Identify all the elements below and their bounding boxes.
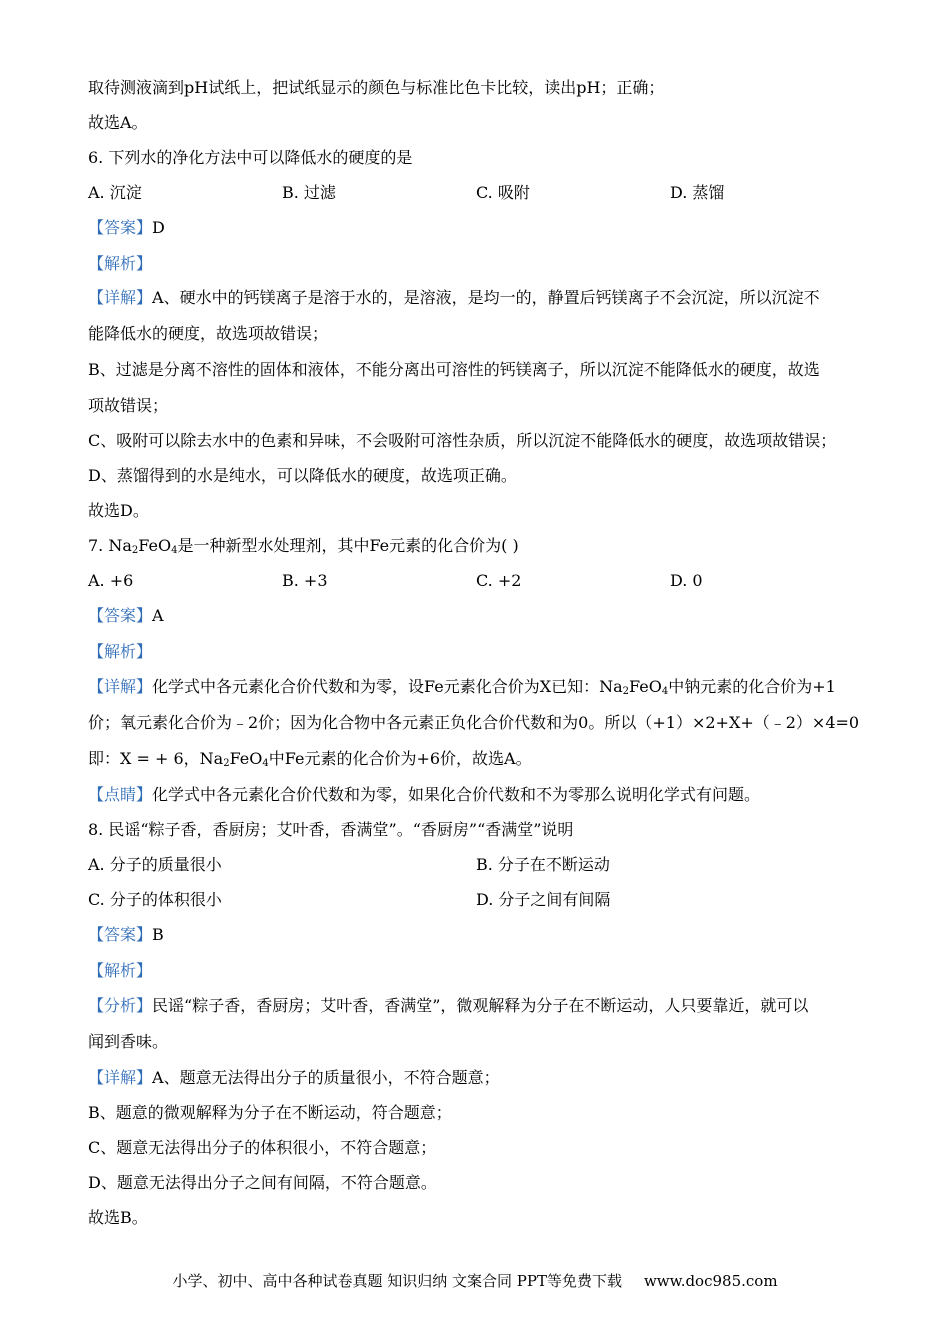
analysis-line	[88, 642, 152, 662]
detail-text: 能降低水的硬度，故选项故错误；	[88, 324, 329, 343]
subscript: 2	[131, 545, 139, 556]
comment-line	[88, 785, 760, 805]
detail-line	[88, 288, 820, 308]
option-c: C. +2	[476, 571, 522, 590]
option-b: B. +3	[282, 571, 328, 590]
detail-text: FeO	[229, 749, 263, 768]
detail-text: A、硬水中的钙镁离子是溶于水的，是溶液，是均一的，静置后钙镁离子不会沉淀，所以沉淀不	[152, 288, 820, 307]
detail-text: 价；氧元素化合价为﹣2价；因为化合物中各元素正负化合价代数和为0。所以（+1）×2+X+（﹣2）×4=0	[88, 713, 860, 732]
stem-part: 7. Na	[88, 536, 132, 555]
analyze-text: 闻到香味。	[88, 1032, 169, 1051]
question-6-stem: 6. 下列水的净化方法中可以降低水的硬度的是	[88, 148, 413, 167]
question-6-options	[88, 183, 888, 203]
detail-text: 中Fe元素的化合价为+6价，故选A。	[268, 749, 532, 768]
text-line: 取待测液滴到pH试纸上，把试纸显示的颜色与标准比色卡比较，读出pH；正确；	[88, 78, 665, 97]
question-7-options	[88, 571, 888, 591]
detail-line	[88, 749, 532, 769]
detail-text: B、题意的微观解释为分子在不断运动，符合题意；	[88, 1103, 452, 1122]
detail-text: FeO	[629, 677, 662, 696]
question-8-options-row-2	[88, 890, 888, 910]
answer-tag: 【答案】	[88, 606, 153, 625]
analyze-line	[88, 996, 808, 1016]
subscript: 4	[262, 758, 269, 769]
option-a: A. 分子的质量很小	[88, 855, 222, 874]
detail-tag: 【详解】	[88, 1068, 153, 1087]
subscript: 4	[661, 686, 669, 697]
answer-value: A	[152, 606, 164, 625]
question-8-options-row-1	[88, 855, 888, 875]
detail-tag: 【详解】	[88, 288, 153, 307]
question-7-stem	[88, 536, 519, 556]
option-d: D. 分子之间有间隔	[476, 890, 611, 909]
conclusion-line: 故选B。	[88, 1208, 148, 1227]
analysis-line	[88, 254, 152, 274]
comment-text: 化学式中各元素化合价代数和为零，如果化合价代数和不为零那么说明化学式有问题。	[152, 785, 761, 804]
detail-text: 中钠元素的化合价为+1	[668, 677, 836, 696]
detail-text: C、题意无法得出分子的体积很小，不符合题意；	[88, 1138, 437, 1157]
detail-tag: 【详解】	[88, 677, 153, 696]
analysis-tag: 【解析】	[88, 642, 153, 661]
detail-text: C、吸附可以除去水中的色素和异味，不会吸附可溶性杂质，所以沉淀不能降低水的硬度，故选项故错误；	[88, 431, 837, 450]
subscript: 4	[171, 545, 178, 556]
question-8-stem: 8. 民谣“粽子香，香厨房；艾叶香，香满堂”。“香厨房”“香满堂”说明	[88, 820, 574, 839]
detail-text: D、题意无法得出分子之间有间隔，不符合题意。	[88, 1173, 437, 1192]
analysis-tag: 【解析】	[88, 961, 153, 980]
answer-line	[88, 218, 165, 238]
detail-text: 即：X = + 6，Na	[88, 749, 224, 768]
answer-line	[88, 606, 164, 626]
option-d: D. 0	[670, 571, 703, 590]
analyze-tag: 【分析】	[88, 996, 153, 1015]
option-a: A. +6	[88, 571, 134, 590]
footer-text: 小学、初中、高中各种试卷真题 知识归纳 文案合同 PPT等免费下载	[172, 1272, 622, 1290]
conclusion-line: 故选D。	[88, 501, 149, 520]
option-b: B. 分子在不断运动	[476, 855, 610, 874]
answer-value: D	[152, 218, 165, 237]
stem-part: 是一种新型水处理剂，其中Fe元素的化合价为( )	[177, 536, 519, 555]
detail-text: 化学式中各元素化合价代数和为零，设Fe元素化合价为X已知：Na	[152, 677, 623, 696]
analyze-text: 民谣“粽子香，香厨房；艾叶香，香满堂”，微观解释为分子在不断运动，人只要靠近，就可以	[152, 996, 809, 1015]
answer-value: B	[152, 925, 164, 944]
detail-text: B、过滤是分离不溶性的固体和液体，不能分离出可溶性的钙镁离子，所以沉淀不能降低水的硬度，故选	[88, 360, 820, 379]
analysis-line	[88, 961, 152, 981]
subscript: 2	[622, 686, 630, 697]
text-line: 故选A。	[88, 113, 148, 132]
stem-part: FeO	[138, 536, 172, 555]
option-c: C. 吸附	[476, 183, 530, 202]
detail-line	[88, 677, 836, 697]
detail-text: 项故错误；	[88, 396, 169, 415]
detail-text: A、题意无法得出分子的质量很小，不符合题意；	[152, 1068, 500, 1087]
option-b: B. 过滤	[282, 183, 336, 202]
analysis-tag: 【解析】	[88, 254, 153, 273]
footer-url[interactable]: www.doc985.com	[643, 1272, 778, 1290]
subscript: 2	[223, 758, 230, 769]
page-footer	[0, 1271, 950, 1291]
answer-tag: 【答案】	[88, 925, 153, 944]
detail-line	[88, 1068, 500, 1088]
answer-tag: 【答案】	[88, 218, 153, 237]
option-c: C. 分子的体积很小	[88, 890, 222, 909]
option-a: A. 沉淀	[88, 183, 142, 202]
detail-text: D、蒸馏得到的水是纯水，可以降低水的硬度，故选项正确。	[88, 466, 517, 485]
answer-line	[88, 925, 164, 945]
comment-tag: 【点睛】	[88, 785, 153, 804]
option-d: D. 蒸馏	[670, 183, 725, 202]
